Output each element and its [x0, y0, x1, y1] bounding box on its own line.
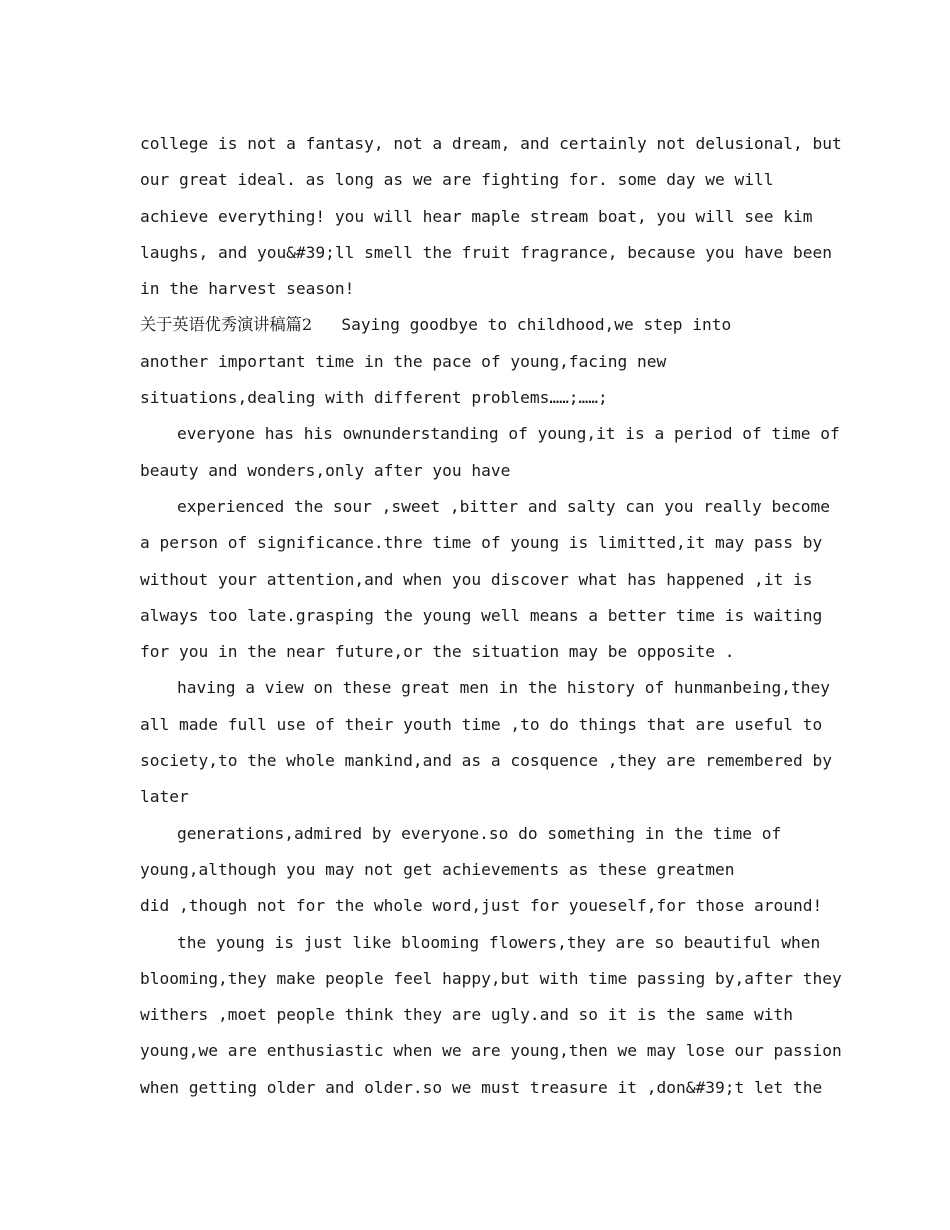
- text-line: all made full use of their youth time ,to do things that are useful to: [140, 714, 823, 734]
- paragraph-first-line: having a view on these great men in the history of hunmanbeing,they: [177, 678, 830, 698]
- text-line: a person of significance.thre time of young is limitted,it may pass by: [140, 533, 823, 553]
- text-line: achieve everything! you will hear maple stream boat, you will see kim: [140, 206, 813, 226]
- section-heading: 关于英语优秀演讲稿篇2: [140, 315, 313, 335]
- paragraph-first-line: generations,admired by everyone.so do something in the time of: [177, 823, 782, 843]
- document-body: [140, 126, 842, 1106]
- text-line: laughs, and you&#39;ll smell the fruit fragrance, because you have been: [140, 242, 832, 262]
- text-line: in the harvest season!: [140, 279, 355, 299]
- text-line: withers ,moet people think they are ugly.and so it is the same with: [140, 1005, 793, 1025]
- text-line: later: [140, 787, 189, 807]
- section-heading-line: [140, 307, 820, 343]
- text-line: blooming,they make people feel happy,but with time passing by,after they: [140, 968, 842, 988]
- text-line: situations,dealing with different problems……;……;: [140, 388, 608, 408]
- text-line: always too late.grasping the young well means a better time is waiting: [140, 605, 823, 625]
- paragraph-first-line: the young is just like blooming flowers,they are so beautiful when: [177, 932, 821, 952]
- text-line: for you in the near future,or the situation may be opposite .: [140, 642, 735, 662]
- text-line: young,we are enthusiastic when we are young,then we may lose our passion: [140, 1041, 842, 1061]
- text-line: when getting older and older.so we must treasure it ,don&#39;t let the: [140, 1077, 823, 1097]
- text-line: did ,though not for the whole word,just for youeself,for those around!: [140, 896, 823, 916]
- paragraph-first-line: everyone has his ownunderstanding of young,it is a period of time of: [177, 424, 840, 444]
- text-line: society,to the whole mankind,and as a cosquence ,they are remembered by: [140, 751, 832, 771]
- text-line: another important time in the pace of young,facing new: [140, 351, 667, 371]
- text-line: our great ideal. as long as we are fighting for. some day we will: [140, 170, 774, 190]
- text-line: young,although you may not get achievements as these greatmen: [140, 859, 735, 879]
- text-line: beauty and wonders,only after you have: [140, 460, 511, 480]
- heading-text: Saying goodbye to childhood,we step into: [312, 315, 732, 335]
- paragraph-first-line: experienced the sour ,sweet ,bitter and salty can you really become: [177, 496, 830, 516]
- text-line: without your attention,and when you discover what has happened ,it is: [140, 569, 813, 589]
- text-line: college is not a fantasy, not a dream, and certainly not delusional, but: [140, 134, 842, 153]
